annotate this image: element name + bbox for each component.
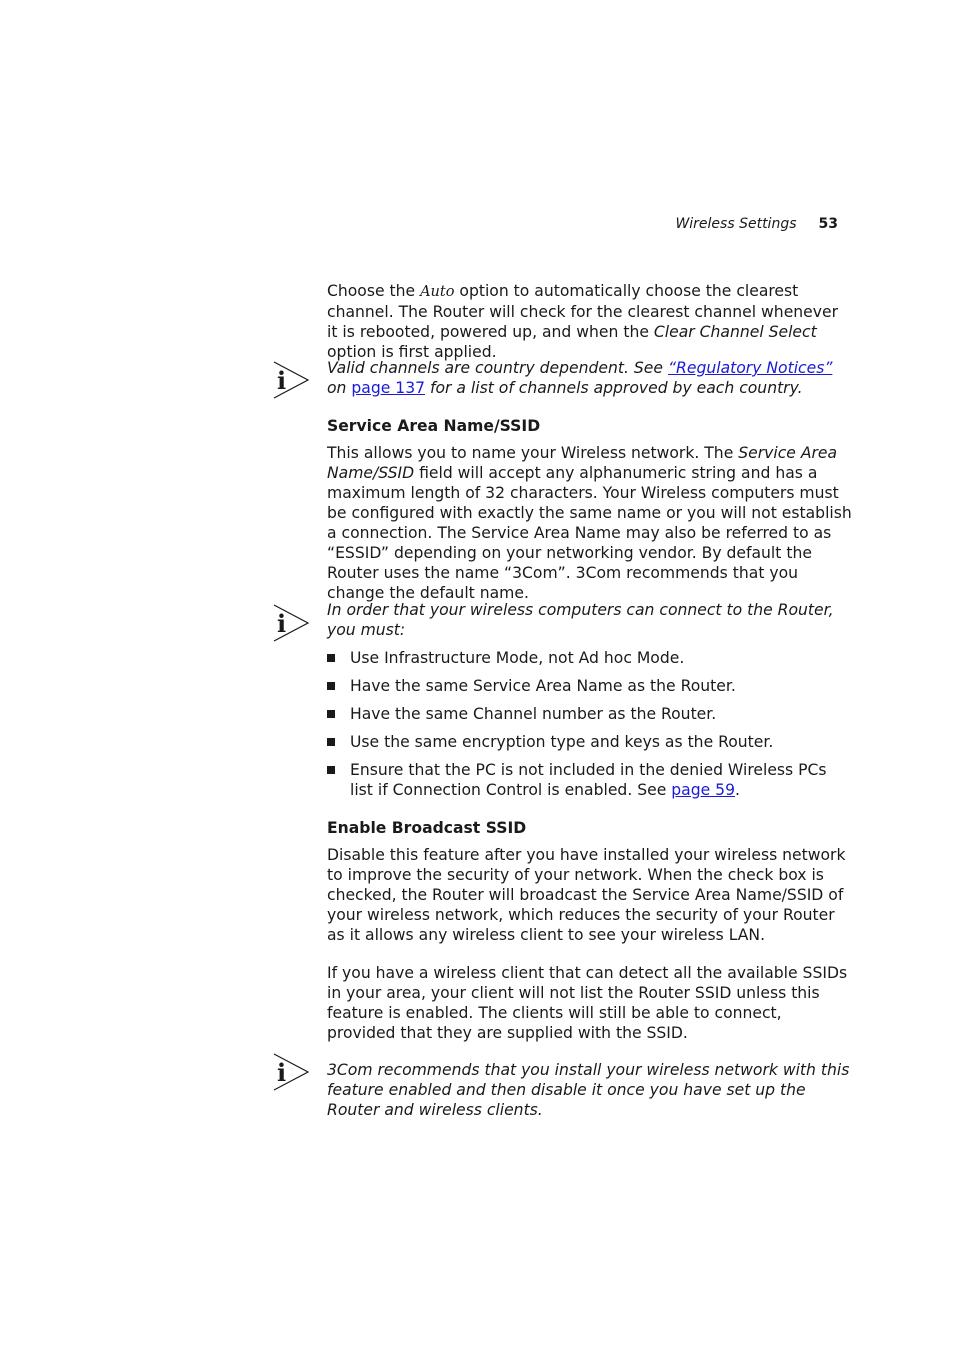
page-137-link[interactable]: page 137 [351, 379, 426, 397]
running-header [600, 216, 838, 232]
bullet-square-icon [327, 654, 335, 662]
list-item: Have the same Channel number as the Router. [327, 704, 852, 724]
auto-channel-paragraph: Choose the Auto option to automatically choose the clearest channel. The Router will check for the clearest channel whenever it is rebooted, powered up, and when the Clear Channel Select option is first applied. [327, 282, 838, 361]
information-note-icon [272, 360, 310, 400]
auto-option-label: Auto [420, 284, 455, 300]
ssid-paragraph: This allows you to name your Wireless network. The Service Area Name/SSID field will accept any alphanumeric string and has a maximum length of 32 characters. Your Wireless computers must be configured with exactly the same name or you will not establish a connection. The Service Area Name may also be referred to as “ESSID” depending on your networking vendor. By default the Router uses the name “3Com”. 3Com recommends that you change the default name. [327, 444, 852, 602]
connect-requirements-note: In order that your wireless computers can connect to the Router, you must: [327, 601, 834, 639]
broadcast-paragraph-1: Disable this feature after you have installed your wireless network to improve the security of your network. When the check box is checked, the Router will broadcast the Service Area Name/SSID of your wireless network, which reduces the security of your Router as it allows any wireless client to see your wireless LAN. [327, 846, 846, 944]
list-item: Use Infrastructure Mode, not Ad hoc Mode. [327, 648, 852, 668]
channels-note: Valid channels are country dependent. See “Regulatory Notices” on page 137 for a list of channels approved by each country. [327, 359, 833, 397]
regulatory-notices-link[interactable]: “Regulatory Notices” [667, 359, 833, 377]
information-note-icon [272, 1052, 310, 1092]
broadcast-ssid-heading: Enable Broadcast SSID [327, 819, 527, 837]
ssid-section [327, 416, 852, 603]
list-item: Have the same Service Area Name as the Router. [327, 676, 852, 696]
section-title: Wireless Settings [675, 216, 797, 232]
svg-text:i: i [277, 1058, 287, 1087]
bullet-square-icon [327, 682, 335, 690]
page-number: 53 [818, 216, 838, 232]
bullet-square-icon [327, 738, 335, 746]
svg-text:i: i [277, 609, 287, 638]
list-item: Ensure that the PC is not included in the denied Wireless PCs list if Connection Control is enabled. See page 59. [327, 760, 852, 800]
recommendation-note: 3Com recommends that you install your wireless network with this feature enabled and then disable it once you have set up the Router and wireless clients. [327, 1061, 850, 1119]
requirements-list [327, 648, 852, 800]
bullet-square-icon [327, 766, 335, 774]
list-item: Use the same encryption type and keys as the Router. [327, 732, 852, 752]
clear-channel-select-label: Clear Channel Select [653, 323, 817, 341]
information-note-icon [272, 603, 310, 643]
page-59-link[interactable]: page 59 [671, 781, 736, 799]
broadcast-paragraph-2: If you have a wireless client that can detect all the available SSIDs in your area, your client will not list the Router SSID unless this feature is enabled. The clients will still be able to connect, provided that they are supplied with the SSID. [327, 964, 848, 1042]
bullet-square-icon [327, 710, 335, 718]
svg-text:i: i [277, 366, 287, 395]
broadcast-ssid-section [327, 818, 852, 1043]
ssid-heading: Service Area Name/SSID [327, 417, 541, 435]
